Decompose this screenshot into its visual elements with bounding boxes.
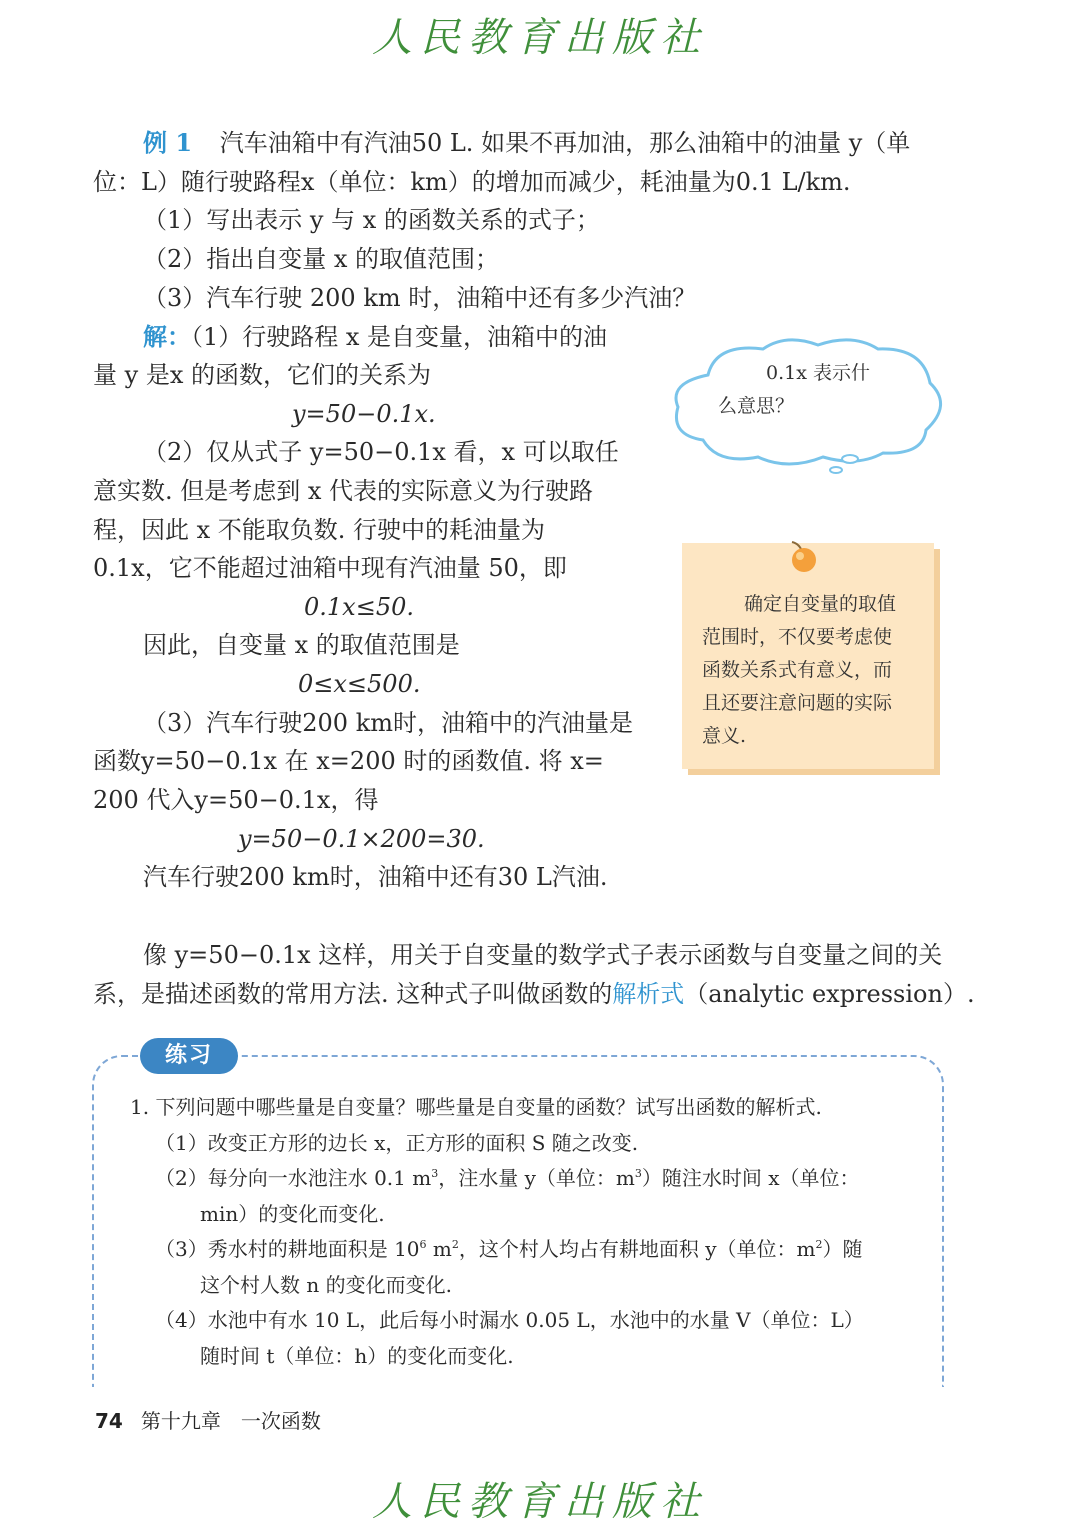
- exercise-item-2b: min）的变化而变化.: [200, 1202, 385, 1226]
- solution-line-7: 因此，自变量 x 的取值范围是: [143, 631, 460, 659]
- exercise-item-3b: 这个村人数 n 的变化而变化.: [200, 1273, 452, 1297]
- chapter-title: 第十九章 一次函数: [140, 1409, 321, 1433]
- solution-line-3: （2）仅从式子 y=50−0.1x 看，x 可以取任: [143, 438, 619, 466]
- definition-term: 解析式: [612, 980, 685, 1008]
- solution-label: 解：: [143, 322, 191, 351]
- solution-text-1: （1）行驶路程 x 是自变量，油箱中的油: [191, 323, 608, 351]
- example-text-1: 汽车油箱中有汽油50 L. 如果不再加油，那么油箱中的油量 y（单: [219, 129, 911, 157]
- item2-text-1: （2）每分向一水池注水 0.1 m: [155, 1166, 432, 1190]
- solution-line-2: 量 y 是x 的函数，它们的关系为: [93, 361, 431, 389]
- sticky-note: [682, 543, 934, 769]
- example-line-1: [143, 124, 910, 162]
- item2-sup-2: 3: [634, 1167, 642, 1180]
- note-line-5: 意义.: [702, 725, 747, 747]
- definition-text: 系，是描述函数的常用方法. 这种式子叫做函数的: [93, 980, 613, 1008]
- pushpin-icon: [786, 540, 820, 576]
- publisher-logo-top: 人民教育出版社: [372, 15, 708, 61]
- exercise-tab: 练习: [140, 1038, 238, 1074]
- item3-text-4: ）随: [822, 1237, 863, 1261]
- page-number: 74: [95, 1409, 123, 1433]
- item3-text-1: （3）秀水村的耕地面积是 10: [155, 1237, 420, 1261]
- item2-text-3: ）随注水时间 x（单位：: [641, 1166, 860, 1190]
- item3-text-2: m: [426, 1237, 452, 1261]
- question-2: （2）指出自变量 x 的取值范围；: [143, 245, 500, 273]
- definition-line-1: 像 y=50−0.1x 这样，用关于自变量的数学式子表示函数与自变量之间的关: [143, 941, 943, 969]
- note-line-1: 确定自变量的取值: [744, 593, 897, 615]
- solution-line-11: 汽车行驶200 km时，油箱中还有30 L汽油.: [143, 863, 608, 891]
- item3-sup-2: 2: [451, 1238, 459, 1251]
- cloud-text-1: 0.1x 表示什: [766, 362, 870, 384]
- note-line-4: 且还要注意问题的实际: [702, 692, 893, 714]
- publisher-logo-bottom: 人民教育出版社: [372, 1479, 708, 1525]
- equation-3: 0≤x≤500.: [298, 670, 421, 698]
- item2-text-2: ，注水量 y（单位：m: [438, 1166, 635, 1190]
- page-footer: [95, 1405, 321, 1434]
- solution-line-1: [143, 318, 607, 356]
- exercise-item-3: [155, 1232, 862, 1266]
- definition-term-english: （analytic expression）.: [684, 980, 975, 1008]
- equation-4: y=50−0.1×200=30.: [238, 825, 485, 853]
- solution-line-4: 意实数. 但是考虑到 x 代表的实际意义为行驶路: [93, 477, 594, 505]
- solution-line-5: 程，因此 x 不能取负数. 行驶中的耗油量为: [93, 516, 546, 544]
- thought-cloud: [668, 335, 943, 475]
- exercise-item-2: [155, 1161, 859, 1195]
- example-label: 例 1: [143, 128, 193, 157]
- exercise-item-4: （4）水池中有水 10 L，此后每小时漏水 0.05 L，水池中的水量 V（单位：L）: [155, 1308, 864, 1332]
- note-line-3: 函数关系式有意义，而: [702, 659, 893, 681]
- item3-text-3: ，这个村人均占有耕地面积 y（单位：m: [458, 1237, 816, 1261]
- solution-line-9: 函数y=50−0.1x 在 x=200 时的函数值. 将 x=: [93, 747, 604, 775]
- item3-sup-1: 6: [419, 1238, 427, 1251]
- exercise-item-1: （1）改变正方形的边长 x，正方形的面积 S 随之改变.: [155, 1131, 639, 1155]
- question-3: （3）汽车行驶 200 km 时，油箱中还有多少汽油？: [143, 284, 697, 312]
- solution-line-10: 200 代入y=50−0.1x，得: [93, 786, 379, 814]
- cloud-shape: [668, 335, 943, 475]
- equation-2: 0.1x≤50.: [304, 593, 414, 621]
- item3-sup-3: 2: [815, 1238, 823, 1251]
- solution-line-8: （3）汽车行驶200 km时，油箱中的汽油量是: [143, 709, 634, 737]
- exercise-item-4b: 随时间 t（单位：h）的变化而变化.: [200, 1344, 514, 1368]
- exercise-question: 1. 下列问题中哪些量是自变量？哪些量是自变量的函数？试写出函数的解析式.: [130, 1095, 822, 1119]
- note-line-2: 范围时，不仅要考虑使: [702, 626, 893, 648]
- item2-sup-1: 3: [431, 1167, 439, 1180]
- example-line-2: 位：L）随行驶路程x（单位：km）的增加而减少，耗油量为0.1 L/km.: [93, 168, 851, 196]
- definition-line-2: [93, 975, 975, 1013]
- equation-1: y=50−0.1x.: [292, 400, 436, 428]
- solution-line-6: 0.1x，它不能超过油箱中现有汽油量 50，即: [93, 554, 567, 582]
- cloud-text-2: 么意思？: [718, 395, 795, 417]
- question-1: （1）写出表示 y 与 x 的函数关系的式子；: [143, 206, 600, 234]
